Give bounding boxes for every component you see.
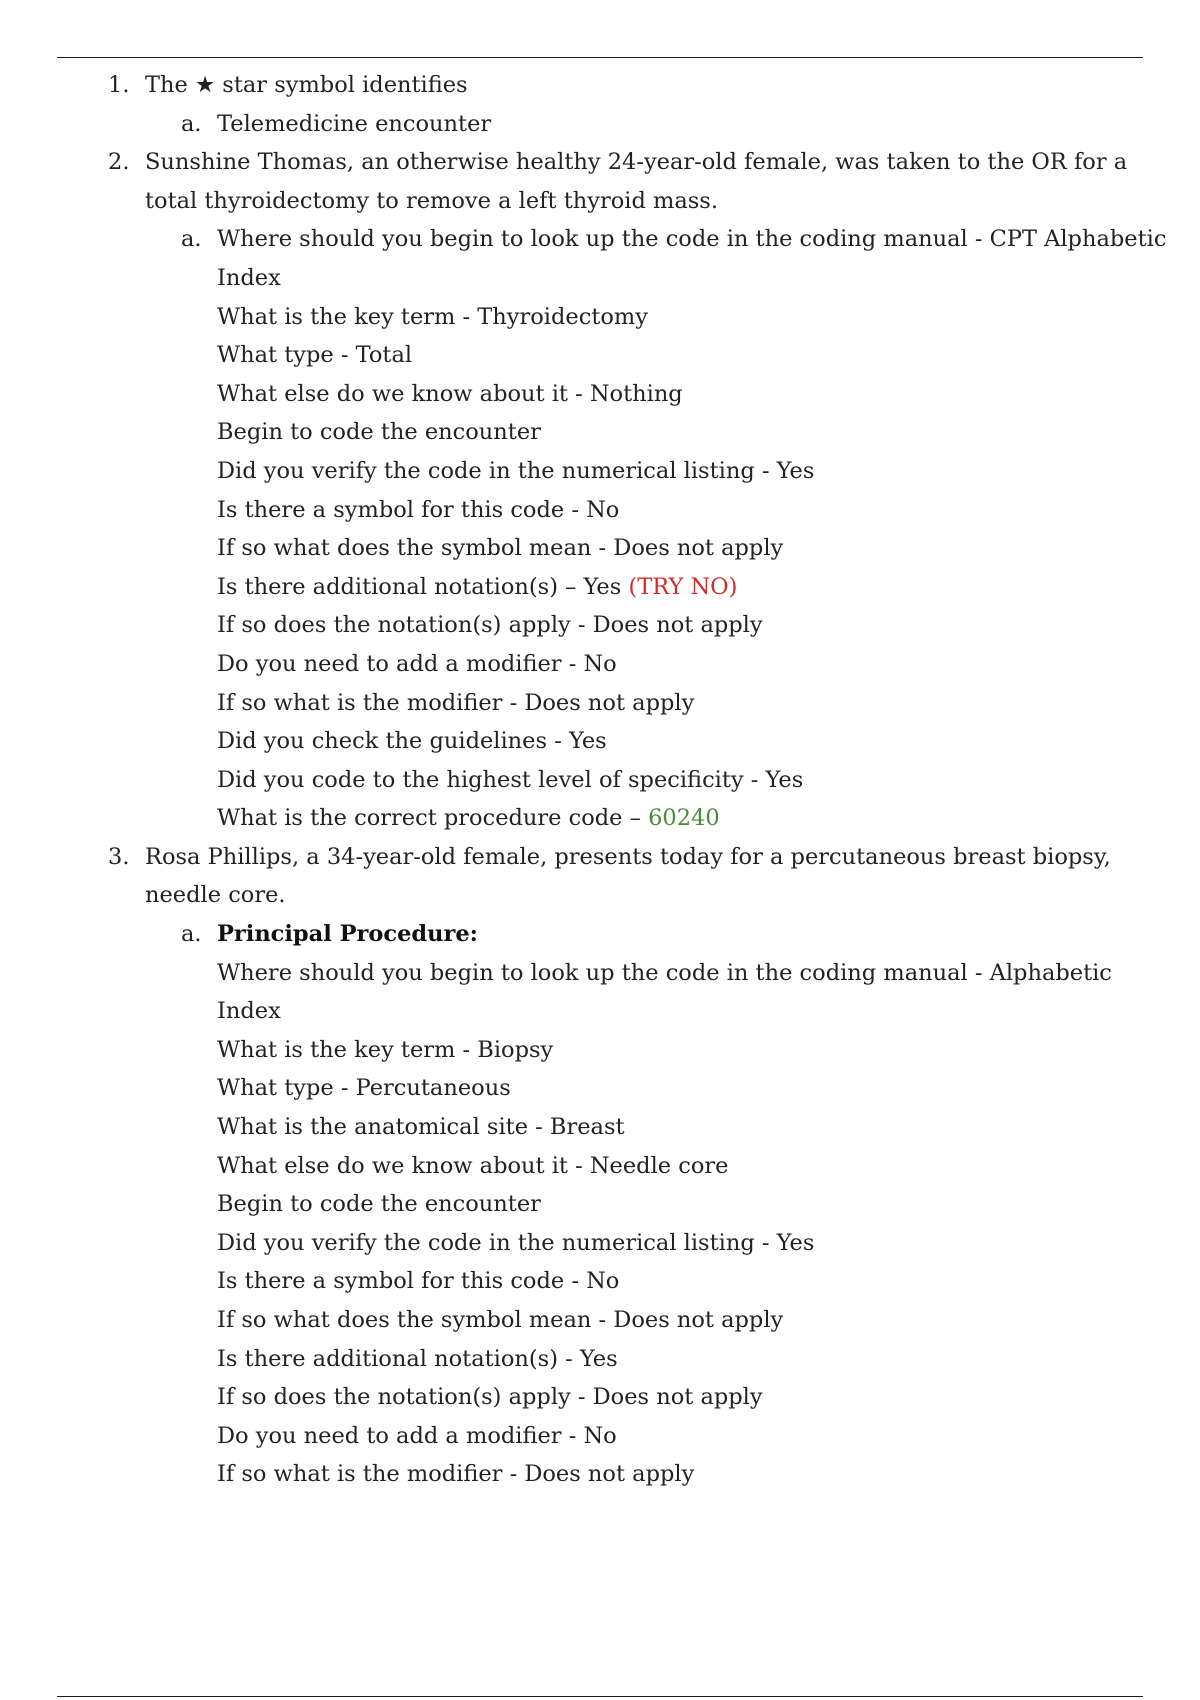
- item-2-sub-line: [0, 529, 1200, 568]
- item-3-line-1: [0, 838, 1200, 877]
- item-3-sub-line: [0, 1378, 1200, 1417]
- item-2-sub-line: [0, 568, 1200, 607]
- item-3-sub-line: [0, 1069, 1200, 1108]
- item-3-sub-line: [0, 1455, 1200, 1494]
- sub-text-with-answer: [217, 799, 720, 838]
- item-3-sub-line: [0, 1417, 1200, 1456]
- sub-text: What else do we know about it - Needle core: [217, 1152, 729, 1179]
- item-2-line-1: [0, 143, 1200, 182]
- sub-text: Index: [217, 264, 281, 291]
- item-3-sub-line: [0, 992, 1200, 1031]
- sub-text: If so what does the symbol mean - Does not apply: [217, 535, 784, 562]
- sub-text: Begin to code the encounter: [217, 419, 541, 446]
- item-2-sub-line: [0, 799, 1200, 838]
- item-3-sub-line: [0, 1147, 1200, 1186]
- item-2-sub-line-1: [0, 220, 1200, 259]
- sub-text: What is the correct procedure code –: [217, 805, 649, 832]
- item-2-sub-line: [0, 298, 1200, 337]
- sub-text: If so what is the modifier - Does not apply: [217, 1461, 695, 1488]
- sub-text: Is there a symbol for this code - No: [217, 496, 620, 523]
- sub-letter: a.: [181, 110, 202, 137]
- sub-text: Begin to code the encounter: [217, 1191, 541, 1218]
- top-rule: [57, 57, 1143, 58]
- document-body: [0, 66, 1200, 1494]
- try-no-note: (TRY NO): [628, 573, 738, 600]
- sub-text: Did you verify the code in the numerical listing - Yes: [217, 457, 815, 484]
- sub-text: Did you verify the code in the numerical listing - Yes: [217, 1229, 815, 1256]
- item-2-sub-line: [0, 413, 1200, 452]
- item-text: The ★ star symbol identifies: [145, 72, 468, 98]
- item-2-sub-line: [0, 491, 1200, 530]
- sub-text-with-note: [217, 568, 737, 607]
- item-2-sub-line: [0, 336, 1200, 375]
- sub-text: If so does the notation(s) apply - Does not apply: [217, 612, 763, 639]
- item-3-sub-line: [0, 1108, 1200, 1147]
- sub-text: What type - Percutaneous: [217, 1075, 511, 1102]
- sub-letter: a.: [181, 226, 202, 253]
- item-2-sub-line: [0, 722, 1200, 761]
- item-text: total thyroidectomy to remove a left thyroid mass.: [145, 187, 719, 214]
- procedure-code-answer: 60240: [648, 805, 720, 832]
- sub-text: Where should you begin to look up the code in the coding manual - CPT Alphabetic: [217, 226, 1167, 253]
- sub-heading: Principal Procedure:: [217, 921, 478, 948]
- sub-text: If so what does the symbol mean - Does not apply: [217, 1307, 784, 1333]
- item-3-sub-line: [0, 1224, 1200, 1263]
- item-3-sub-line: [0, 1185, 1200, 1224]
- sub-text: Did you check the guidelines - Yes: [217, 728, 607, 755]
- sub-text: Do you need to add a modifier - No: [217, 1422, 617, 1449]
- item-2-sub-line: [0, 684, 1200, 723]
- item-3-sub-line: [0, 1262, 1200, 1301]
- item-3-sub-line: [0, 1301, 1200, 1340]
- sub-text: Is there additional notation(s) – Yes: [217, 573, 629, 600]
- item-3-sub-line: [0, 1031, 1200, 1070]
- sub-text: Telemedicine encounter: [217, 110, 492, 137]
- sub-text: What is the anatomical site - Breast: [217, 1114, 625, 1141]
- bottom-rule: [57, 1696, 1143, 1697]
- item-2-sub-line: [0, 761, 1200, 800]
- item-3-line-2: [0, 876, 1200, 915]
- item-3-sub-heading: [0, 915, 1200, 954]
- sub-text: What else do we know about it - Nothing: [217, 380, 683, 407]
- sub-text: What is the key term - Thyroidectomy: [217, 303, 648, 330]
- item-1-line-1: [0, 66, 1200, 105]
- sub-text: If so what is the modifier - Does not apply: [217, 689, 695, 716]
- item-2-line-2: [0, 182, 1200, 221]
- item-number: 2.: [108, 149, 130, 176]
- item-2-sub-line: [0, 452, 1200, 491]
- sub-text: Do you need to add a modifier - No: [217, 650, 617, 677]
- item-2-sub-line: [0, 645, 1200, 684]
- item-2-sub-line: [0, 375, 1200, 414]
- sub-text: If so does the notation(s) apply - Does not apply: [217, 1384, 763, 1411]
- item-2-sub-line: [0, 606, 1200, 645]
- item-number: 3.: [108, 843, 130, 870]
- item-text: Sunshine Thomas, an otherwise healthy 24-year-old female, was taken to the OR for a: [145, 149, 1128, 176]
- item-3-sub-line: [0, 1340, 1200, 1379]
- item-text: needle core.: [145, 882, 286, 909]
- item-3-sub-line: [0, 954, 1200, 993]
- sub-text: Is there a symbol for this code - No: [217, 1268, 620, 1295]
- item-text: Rosa Phillips, a 34-year-old female, presents today for a percutaneous breast biopsy,: [145, 843, 1111, 870]
- sub-text: Index: [217, 998, 281, 1025]
- sub-text: Is there additional notation(s) - Yes: [217, 1345, 618, 1372]
- item-2-sub-line: [0, 259, 1200, 298]
- sub-text: What is the key term - Biopsy: [217, 1036, 554, 1063]
- sub-text: Where should you begin to look up the code in the coding manual - Alphabetic: [217, 959, 1112, 986]
- item-number: 1.: [108, 72, 130, 98]
- sub-letter: a.: [181, 921, 202, 948]
- sub-text: What type - Total: [217, 342, 413, 369]
- sub-text: Did you code to the highest level of specificity - Yes: [217, 766, 804, 793]
- item-1-sub-line-1: [0, 105, 1200, 144]
